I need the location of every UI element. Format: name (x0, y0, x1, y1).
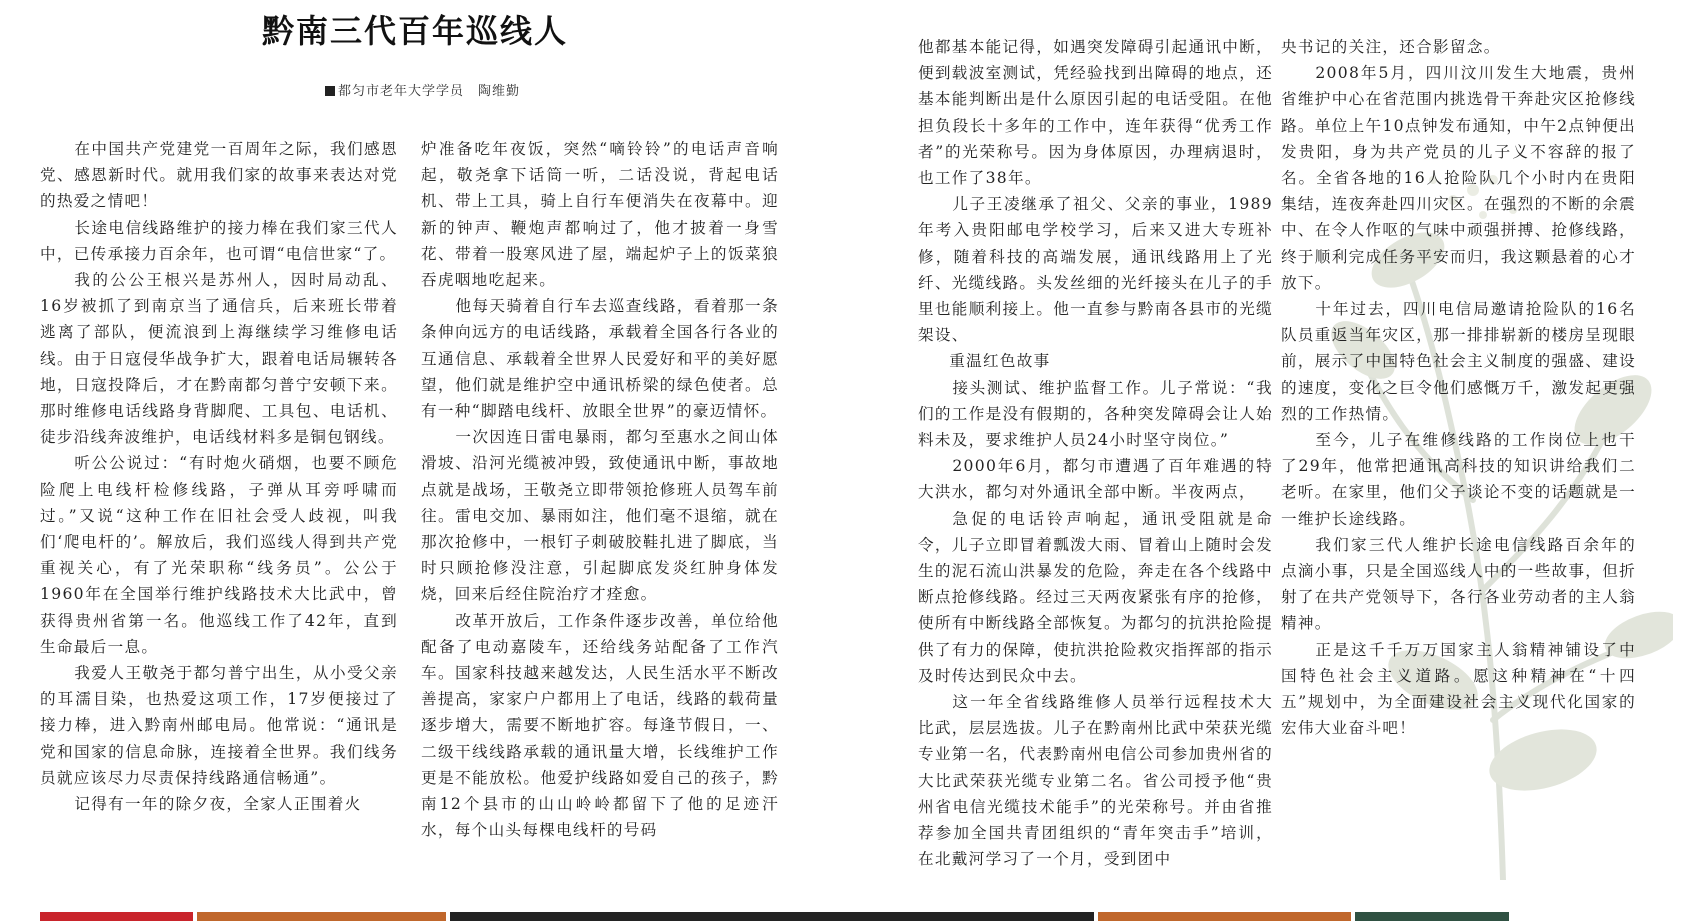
footer-bar-segment (450, 912, 1094, 921)
article-byline (325, 80, 520, 99)
article-paragraph: 正是这千千万万国家主人翁精神铺设了中国特色社会主义道路。愿这种精神在“十四五”规划中，为全面建设社会主义现代化国家的宏伟大业奋斗吧！ (1281, 640, 1636, 738)
article-paragraph: 我爱人王敬尧于都匀普宁出生，从小受父亲的耳濡目染，也热爱这项工作，17岁便接过了接力棒，进入黔南州邮电局。他常说：“通讯是党和国家的信息命脉，连接着全世界。我们线务员就应该尽力尽责保持线路通信畅通”。 (40, 664, 398, 787)
section-subheading: 重温红色故事 (949, 352, 1051, 371)
article-paragraph: 炉准备吃年夜饭，突然“嘀铃铃”的电话声音响起，敬尧拿下话筒一听，二话没说，背起电话机、带上工具，骑上自行车便消失在夜幕中。迎新的钟声、鞭炮声都响过了，他才披着一身雪花、带着一股寒风进了屋，端起炉子上的饭菜狼吞虎咽地吃起来。 (421, 140, 779, 290)
article-paragraph: 听公公说过：“有时炮火硝烟，也要不顾危险爬上电线杆检修线路，子弹从耳旁呼啸而过。”又说“这种工作在旧社会受人歧视，叫我们‘爬电杆的’。解放后，我们巡线人得到共产党重视关心，有了光荣职称“线务员”。公公于1960年在全国举行维护线路技术大比武中，曾获得贵州省第一名。他巡线工作了42年，直到生命最后一息。 (40, 454, 398, 656)
square-bullet-icon (325, 86, 335, 96)
article-paragraph: 儿子王凌继承了祖父、父亲的事业，1989年考入贵阳邮电学校学习，后来又进大专班补修，随着科技的高端发展，通讯线路用上了光纤、光缆线路。头发丝细的光纤接头在儿子的手里也能顺利接上。他一直参与黔南各县市的光缆架设、 (918, 195, 1273, 345)
article-paragraph: 一次因连日雷电暴雨，都匀至惠水之间山体滑坡、沿河光缆被冲毁，致使通讯中断，事故地点就是战场，王敬尧立即带领抢修班人员驾车前往。雷电交加、暴雨如注，他们毫不退缩，就在那次抢修中，一根钉子刺破胶鞋扎进了脚底，当时只顾抢修没注意，引起脚底发炎红肿身体发烧，回来后经住院治疗才痊愈。 (421, 428, 779, 604)
article-paragraph: 2000年6月，都匀市遭遇了百年难遇的特大洪水，都匀对外通讯全部中断。半夜两点， (918, 457, 1273, 502)
article-paragraph: 十年过去，四川电信局邀请抢险队的16名队员重返当年灾区，那一排排崭新的楼房呈现眼前，展示了中国特色社会主义制度的强盛、建设的速度，变化之巨令他们感慨万千，激发起更强烈的工作热情。 (1281, 300, 1636, 423)
article-paragraph: 这一年全省线路维修人员举行远程技术大比武，层层选拔。儿子在黔南州比武中荣获光缆专业第一名，代表黔南州电信公司参加贵州省的大比武荣获光缆专业第二名。省公司授予他“贵州省电信光缆技术能手”的光荣称号。并由省推荐参加全国共青团组织的“青年突击手”培训，在北戴河学习了一个月，受到团中 (918, 693, 1273, 869)
article-paragraph: 改革开放后，工作条件逐步改善，单位给他配备了电动嘉陵车，还给线务站配备了工作汽车。国家科技越来越发达，人民生活水平不断改善提高，家家户户都用上了电话，线路的载荷量逐步增大，需要不断地扩容。每逢节假日，一、二级干线线路承载的通讯量大增，长线维护工作更是不能放松。他爱护线路如爱自己的孩子，黔南12个县市的山山岭岭都留下了他的足迹汗水，每个山头每棵电线杆的号码 (421, 611, 779, 840)
article-paragraph: 我们家三代人维护长途电信线路百余年的点滴小事，只是全国巡线人中的一些故事，但折射了在共产党领导下，各行各业劳动者的主人翁精神。 (1281, 535, 1636, 633)
byline-text: 都匀市老年大学学员 陶维勤 (338, 84, 521, 99)
article-paragraph: 他都基本能记得，如遇突发障碍引起通讯中断，便到载波室测试，凭经验找到出障碍的地点，还基本能判断出是什么原因引起的电话受阻。在他担负段长十多年的工作中，连年获得“优秀工作者”的光荣称号。因为身体原因，办理病退时，也工作了38年。 (918, 38, 1273, 188)
article-paragraph: 接头测试、维护监督工作。儿子常说：“我们的工作是没有假期的，各种突发障碍会让人始料未及，要求维护人员24小时坚守岗位。” (918, 378, 1273, 450)
footer-bar-segment (1098, 912, 1351, 921)
footer-bar-segment (1355, 912, 1509, 921)
article-paragraph: 央书记的关注，还合影留念。 (1281, 38, 1501, 56)
article-paragraph: 他每天骑着自行车去巡查线路，看着那一条条伸向远方的电话线路，承载着全国各行各业的互通信息、承载着全世界人民爱好和平的美好愿望，他们就是维护空中通讯桥梁的绿色使者。总有一种“脚踏电线杆、放眼全世界”的豪迈情怀。 (421, 297, 779, 421)
article-paragraph: 急促的电话铃声响起，通讯受阻就是命令，儿子立即冒着瓢泼大雨、冒着山上随时会发生的泥石流山洪暴发的危险，奔走在各个线路中断点抢修线路。经过三天两夜紧张有序的抢修，使所有中断线路全部恢复。为都匀的抗洪抢险提供了有力的保障，使抗洪抢险救灾指挥部的指示及时传达到民众中去。 (918, 509, 1273, 685)
text-column-2 (421, 136, 779, 843)
article-paragraph: 长途电信线路维护的接力棒在我们家三代人中，已传承接力百余年，也可谓“电信世家“了。 (40, 218, 398, 263)
right-page (843, 0, 1686, 921)
footer-bar-segment (197, 912, 446, 921)
article-paragraph: 我的公公王根兴是苏州人，因时局动乱、16岁被抓了到南京当了通信兵，后来班长带着逃离了部队，便流浪到上海继续学习维修电话线。由于日寇侵华战争扩大，跟着电话局辗转各地，日寇投降后，才在黔南都匀普宁安顿下来。那时维修电话线路身背脚爬、工具包、电话机、徒步沿线奔波维护，电话线材料多是铜包钢线。 (40, 271, 398, 447)
text-column-3 (918, 34, 1273, 873)
article-paragraph: 至今，儿子在维修线路的工作岗位上也干了29年，他常把通讯高科技的知识讲给我们二老听。在家里，他们父子谈论不变的话题就是一一维护长途线路。 (1281, 431, 1636, 528)
article-title: 黔南三代百年巡线人 (261, 12, 568, 50)
text-column-4 (1281, 34, 1636, 741)
text-column-1 (40, 136, 398, 817)
article-paragraph: 在中国共产党建党一百周年之际，我们感恩党、感恩新时代。就用我们家的故事来表达对党的热爱之情吧！ (40, 140, 398, 211)
article-paragraph: 2008年5月，四川汶川发生大地震，贵州省维护中心在省范围内挑选骨干奔赴灾区抢修线路。单位上午10点钟发布通知，中午2点钟便出发贵阳，身为共产党员的儿子义不容辞的报了名。全省各地的16人抢险队几个小时内在贵阳集结，连夜奔赴四川灾区。在强烈的不断的余震中、在令人作呕的气味中顽强拼搏、抢修线路，终于顺利完成任务平安而归，我这颗悬着的心才放下。 (1281, 64, 1636, 292)
article-paragraph: 记得有一年的除夕夜，全家人正围着火 (74, 795, 362, 814)
footer-bar-segment (40, 912, 193, 921)
